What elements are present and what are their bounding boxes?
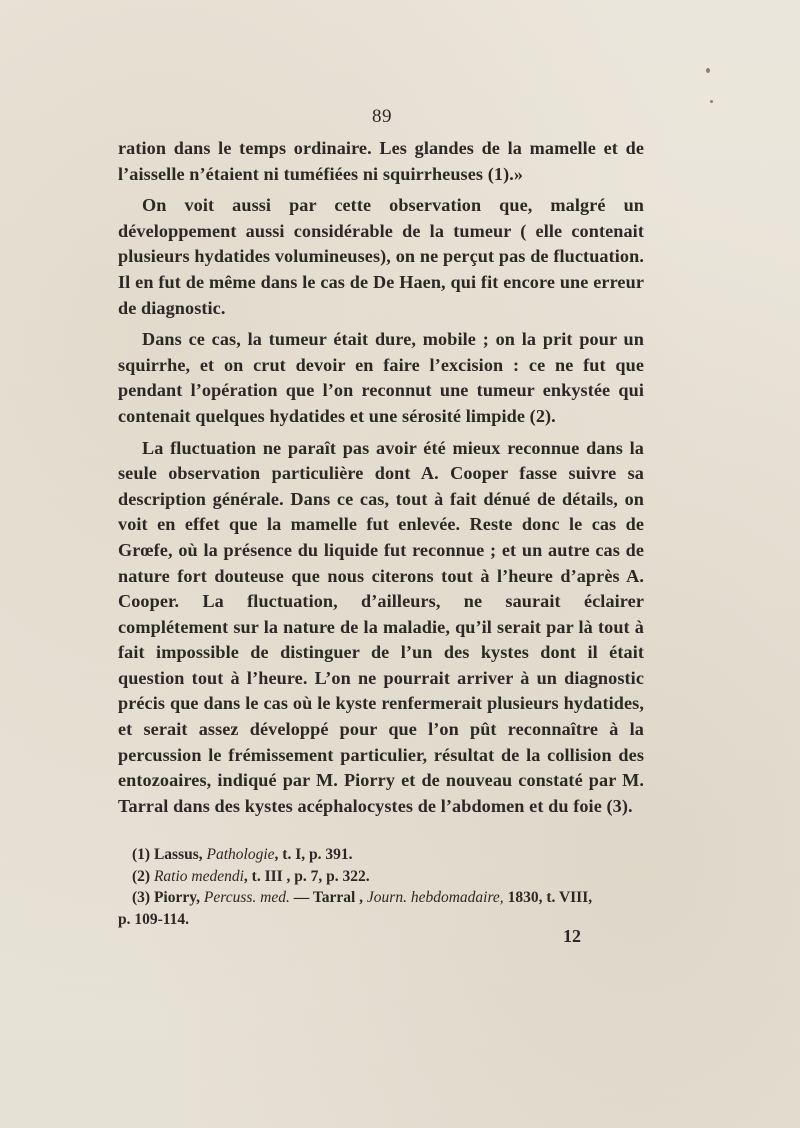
footnote-title: Journ. hebdomadaire, [366,889,504,906]
footnote-marker: (3) [132,889,151,906]
footnote-3 [118,887,644,909]
footnote-1 [118,844,644,866]
paragraph: On voit aussi par cette observation que, malgré un développement aussi considérable de la tumeur ( elle contenait plusieurs hydatides volumineuses), on ne perçut pas de fluctuation. Il en fut de même dans le cas de De Haen, qui fit encore une erreur de diagnostic. [118,195,644,318]
footnote-text: — Tarral , [289,889,364,906]
paragraph: La fluctuation ne paraît pas avoir été mieux reconnue dans la seule observation particulière dont A. Cooper fasse suivre sa description générale. Dans ce cas, tout à fait dénué de détails, on voit en effet que la mamelle fut enlevée. Reste donc le cas de Grœfe, où la présence du liquide fut reconnue ; et un autre cas de nature fort douteuse que nous citerons tout à l’heure d’après A. Cooper. La fluctuation, d’ailleurs, ne saurait éclairer complétement sur la nature de la maladie, qu’il serait par là tout à fait impossible de distinguer de l’un des kystes dont il était question tout à l’heure. L’on ne pourrait arriver à un diagnostic précis que dans le cas où le kyste renfermerait plusieurs hydatides, et serait assez développé pour que l’on pût reconnaître à la percussion le frémissement particulier, résultat de la collision des entozoaires, indiqué par M. Piorry et de nouveau constaté par M. Tarral dans des kystes acéphalocystes de l’abdomen et du foie (3). [118,437,644,816]
footnote-marker: (1) [132,846,151,863]
footnote-2 [118,866,644,888]
footnote-title: Percuss. med. [203,889,290,906]
footnote-ref: , t. I, p. 391. [274,846,353,863]
footnote-author: Lassus, [153,846,203,863]
paper-speck [710,100,713,103]
paragraph: Dans ce cas, la tumeur était dure, mobile ; on la prit pour un squirrhe, et on crut devoir en faire l’excision : ce ne fut que pendant l’opération que l’on reconnut une tumeur enkystée qui contenait quelques hydatides et une sérosité limpide (2). [118,329,644,426]
page-number: 89 [372,106,392,127]
main-text [118,136,644,825]
paragraph: ration dans le temps ordinaire. Les glandes de la mamelle et de l’aisselle n’étaient ni tuméfiées ni squirrheuses (1).» [118,138,644,184]
footnote-title: Ratio medendi [153,867,244,885]
footnote-3-continuation: p. 109-114. [118,910,190,928]
paper-speck [706,68,710,73]
footnote-ref: 1830, t. VIII, [503,889,593,906]
footnote-marker: (2) [132,867,151,885]
footnote-title: Pathologie [206,846,275,863]
footnotes [118,844,644,930]
footnote-ref: , t. III , p. 7, p. 322. [243,867,370,885]
footnote-author: Piorry, [153,889,201,906]
signature-mark: 12 [563,926,581,946]
